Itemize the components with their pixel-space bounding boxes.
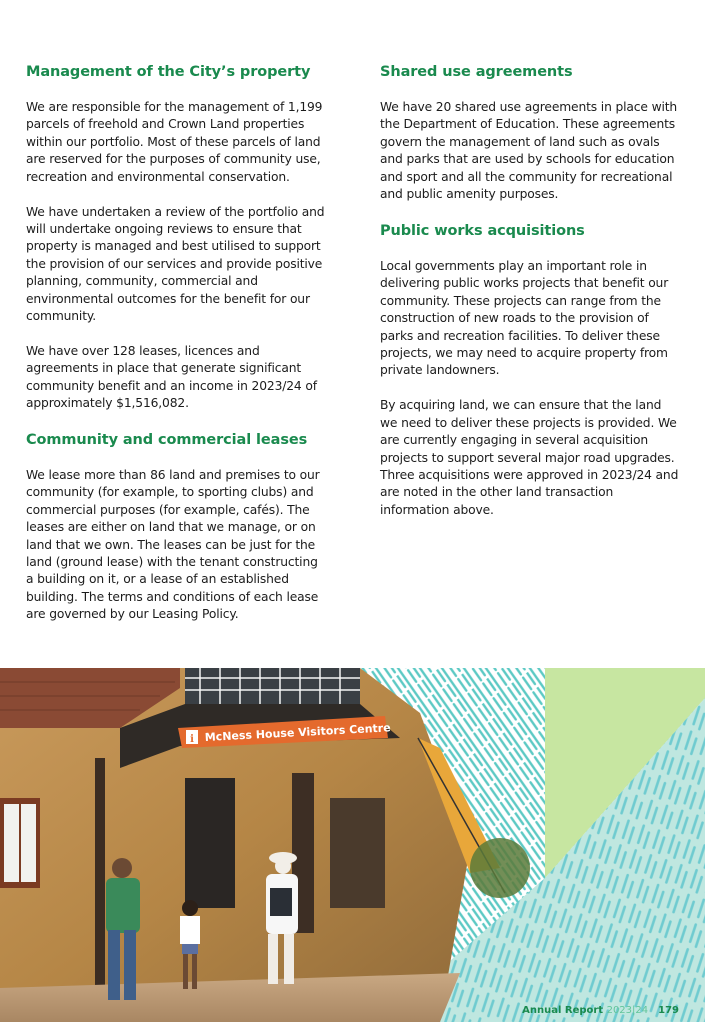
- section-property-management: [26, 62, 328, 413]
- sign-text: McNess House Visitors Centre: [204, 721, 391, 744]
- paragraph: We lease more than 86 land and premises to our community (for example, to sporting clubs) and commercial purposes (for example, cafés). The leases are either on land that we manage, or on land that we own. The leases can be just for the land (ground lease) with the tenant constructing a building on it, or a lease of an established building. The terms and conditions of each lease are governed by our Leasing Policy.: [26, 468, 320, 622]
- paragraph: We have 20 shared use agreements in place with the Department of Education. These agreements govern the management of land such as ovals and parks that are used by schools for education and sport and all the community for recreational and public amenity purposes.: [380, 100, 678, 202]
- info-icon: i: [190, 734, 194, 745]
- page-number: 179: [658, 1005, 679, 1016]
- footer-report-label: [522, 1005, 648, 1016]
- footer-year: 2023|24: [606, 1005, 649, 1016]
- section-heading: Community and commercial leases: [26, 432, 308, 448]
- section-heading: Management of the City’s property: [26, 64, 311, 80]
- visitors-centre-photo: [0, 668, 705, 1022]
- left-column: [26, 62, 328, 641]
- paragraph: By acquiring land, we can ensure that the land we need to deliver these projects is provided. We are currently engaging in several acquisition projects to support several major road upgrades. Three acquisitions were approved in 2023/24 and are noted in the other land transaction information above.: [380, 398, 679, 517]
- page-footer: [522, 1005, 679, 1016]
- section-public-works: [380, 221, 682, 519]
- paragraph: We have over 128 leases, licences and agreements in place that generate significant community benefit and an income in 2023/24 of approximately $1,516,082.: [26, 343, 317, 411]
- footer-label: Annual Report: [522, 1005, 604, 1016]
- right-column: [380, 62, 682, 537]
- section-community-leases: [26, 430, 328, 624]
- section-heading: Shared use agreements: [380, 64, 573, 80]
- photo-band: [0, 668, 705, 1022]
- paragraph: Local governments play an important role in delivering public works projects that benefit our community. These projects can range from the construction of new roads to the provision of parks and recreation facilities. To deliver these projects, we may need to acquire property from private landowners.: [380, 258, 669, 378]
- section-heading: Public works acquisitions: [380, 222, 585, 239]
- section-shared-use: [380, 62, 682, 203]
- paragraph: We have undertaken a review of the portfolio and will undertake ongoing reviews to ensure that property is managed and best utilised to support the provision of our services and provide positive planning, community, commercial and environmental outcomes for the benefit for our community.: [26, 204, 325, 323]
- paragraph: We are responsible for the management of 1,199 parcels of freehold and Crown Land properties within our portfolio. Most of these parcels of land are reserved for the purposes of community use, recreation and environmental conservation.: [26, 100, 323, 184]
